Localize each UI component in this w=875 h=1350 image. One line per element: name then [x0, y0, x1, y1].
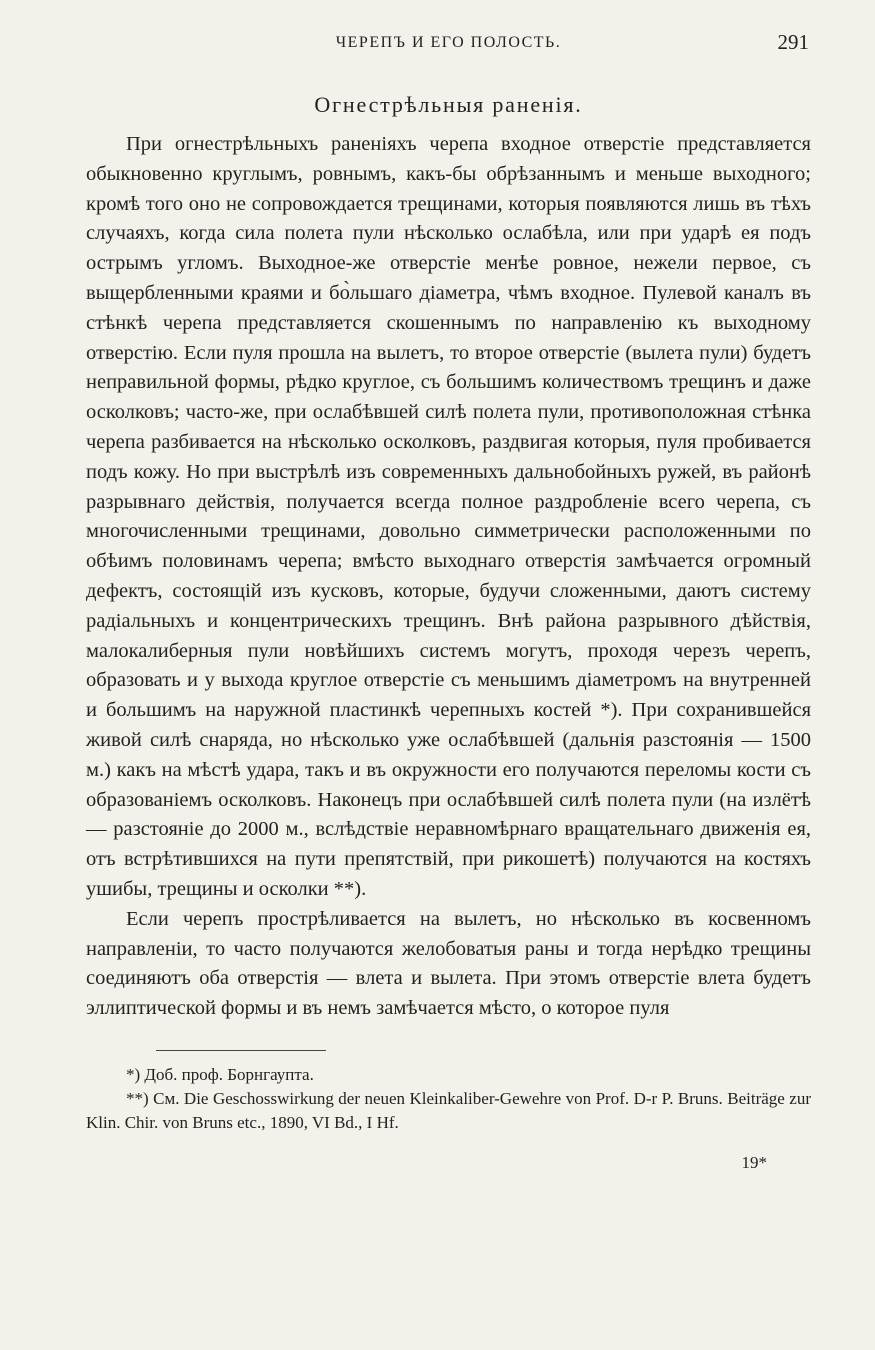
footnote: **) См. Die Geschosswirkung der neuen Kleinkaliber-Gewehre von Prof. D-r P. Bruns. Beiträge zur Klin. Chir. von Bruns etc., 1890, VI Bd., I Hf. — [86, 1088, 811, 1132]
running-head — [86, 30, 811, 66]
paragraph: Если черепъ прострѣливается на вылетъ, но нѣсколько въ косвенномъ направленіи, то часто получаются желобоватыя раны и тогда нерѣдко трещины соединяютъ оба отверстія — влета и вылета. При этомъ отверстіе влета будетъ эллиптической формы и въ немъ замѣчается мѣсто, о которое пуля — [86, 907, 811, 1020]
footnote: *) Доб. проф. Борнгаупта. — [126, 1064, 314, 1084]
footnotes — [86, 1063, 811, 1135]
section-title: Огнестрѣльныя раненія. — [314, 92, 583, 117]
page-number: 291 — [777, 30, 809, 54]
footnote-rule — [156, 1050, 326, 1051]
body-text — [86, 130, 811, 1024]
printer-signature: 19* — [741, 1152, 767, 1172]
book-page — [86, 30, 811, 1330]
running-title: ЧЕРЕПЪ И ЕГО ПОЛОСТЬ. — [335, 34, 562, 51]
paragraph: При огнестрѣльныхъ раненіяхъ черепа входное отверстіе представляется обыкновенно круглымъ, ровнымъ, какъ-бы обрѣзаннымъ и меньше выходного; кромѣ того оно не сопровождается трещинами, которыя появляются лишь въ тѣхъ случаяхъ, когда сила полета пули нѣсколько ослабѣла, или при ударѣ ея подъ острымъ угломъ. Выходное-же отверстіе менѣе ровное, нежели первое, съ выщербленными краями и бо̀льшаго діаметра, чѣмъ входное. Пулевой каналъ въ стѣнкѣ черепа представляется скошеннымъ по направленію къ выходному отверстію. Если пуля прошла на вылетъ, то второе отверстіе (вылета пули) будетъ неправильной формы, рѣдко круглое, съ большимъ количествомъ трещинъ и даже осколковъ; часто-же, при ослабѣвшей силѣ полета пули, противоположная стѣнка черепа разбивается на нѣсколько осколковъ, раздвигая которыя, пуля пробивается подъ кожу. Но при выстрѣлѣ изъ современныхъ дальнобойныхъ ружей, въ районѣ разрывнаго действія, получается всегда полное раздробленіе всего черепа, съ многочисленными трещинами, довольно симметрически расположенными по обѣимъ половинамъ черепа; вмѣсто выходнаго отверстія замѣчается огромный дефектъ, состоящій изъ кусковъ, которые, будучи сложенными, даютъ систему радіальныхъ и концентрическихъ трещинъ. Внѣ района разрывного дѣйствія, малокалиберныя пули новѣйшихъ системъ могутъ, проходя черезъ черепъ, образовать и у выхода круглое отверстіе съ меньшимъ діаметромъ на внутренней и большимъ на наружной пластинкѣ черепныхъ костей *). При сохранившейся живой силѣ снаряда, но нѣсколько уже ослабѣвшей (дальнія разстоянія — 1500 м.) какъ на мѣстѣ удара, такъ и въ окружности его получаются переломы кости съ образованіемъ осколковъ. Наконецъ при ослабѣвшей силѣ полета пули (на излётѣ — разстояніе до 2000 м., вслѣдствіе неравномѣрнаго вращательнаго движенія ея, отъ встрѣтившихся на пути препятствій, при рикошетѣ) получаются на костяхъ ушибы, трещины и осколки **). — [86, 133, 811, 900]
